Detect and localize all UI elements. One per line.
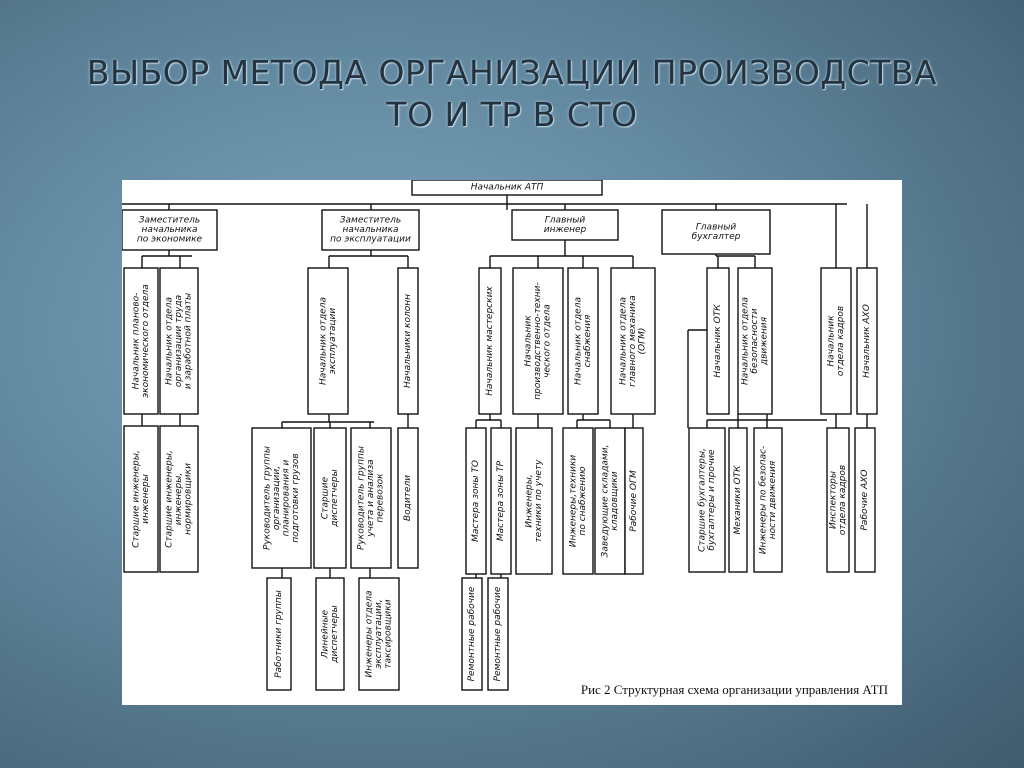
org-node-label: Старшие бухгалтеры,: [697, 448, 708, 552]
figure-caption: Рис 2 Структурная схема организации управления АТП: [580, 682, 888, 697]
org-node-root: [412, 180, 602, 195]
org-node-label: Начальник планово-: [131, 292, 142, 390]
org-node-label: инженер: [543, 224, 587, 235]
org-node-dep-econ: [122, 210, 217, 250]
org-node-label: Начальник отдела: [573, 297, 584, 385]
org-node-label: Инженеры,техники: [568, 454, 579, 548]
slide-title-line-2: ТО И ТР В СТО: [386, 95, 638, 134]
org-node-label: Руководитель группы: [356, 446, 367, 550]
org-node-label: Начальник отдела: [318, 297, 329, 385]
org-node-expl-dept: [308, 268, 348, 414]
org-node-label: диспетчеры: [329, 605, 340, 663]
org-node-label: подготовки грузов: [290, 453, 301, 543]
org-node-label: Начальник отдела: [618, 297, 629, 385]
org-node-label: таксировщики: [383, 599, 394, 669]
org-node-label: безопасности: [750, 308, 760, 374]
org-node-label: ности движения: [767, 460, 778, 540]
org-node-label: производственно-техни-: [533, 282, 543, 400]
org-node-label: техники по учету: [533, 459, 544, 543]
slide-title: [40, 52, 984, 136]
org-node-label: организации,: [271, 465, 282, 531]
org-node-label: Инженеры отдела: [364, 590, 375, 678]
org-node-label: Начальник мастерских: [485, 286, 495, 396]
org-node-label: Начальники колонн: [403, 293, 413, 389]
org-node-label: Водители: [403, 474, 413, 522]
org-node-norm-eng: [160, 426, 198, 572]
org-node-masters-to: [466, 428, 486, 574]
org-node-label: кладовщики: [609, 471, 620, 531]
org-node-label: Начальник ОТК: [713, 304, 723, 378]
org-node-line-disp: [316, 578, 344, 690]
org-node-eng-supply: [563, 428, 593, 574]
org-node-group-workers: [267, 578, 291, 690]
org-node-label: Старшие инженеры,: [164, 450, 175, 548]
org-node-expl-eng: [359, 578, 399, 690]
org-node-label: начальника: [342, 225, 399, 235]
org-node-senior-acc: [689, 428, 725, 572]
org-node-chief-eng: [512, 210, 618, 240]
org-node-label: Старшие: [320, 476, 331, 520]
org-node-label: бухгалтер: [691, 231, 741, 242]
org-node-label: Главный: [695, 222, 737, 233]
org-node-label: перевозок: [375, 473, 386, 523]
org-node-labor-dept: [160, 268, 198, 414]
org-node-label: нормировщики: [183, 463, 194, 535]
org-node-label: главного механика: [628, 295, 638, 387]
org-node-label: (ОГМ): [637, 327, 648, 355]
org-node-repair-to: [462, 578, 482, 690]
org-node-label: Начальник АТП: [470, 182, 544, 193]
org-chart: [122, 180, 902, 705]
org-node-label: Руководитель группы: [262, 446, 273, 550]
org-node-plan-dept: [124, 268, 158, 414]
org-node-label: Заведующие складами,: [600, 444, 611, 558]
org-node-workshops: [479, 268, 501, 414]
org-node-label: и заработной платы: [183, 292, 194, 390]
org-node-safety: [738, 268, 772, 414]
org-node-label: Главный: [544, 215, 586, 226]
org-node-storekeepers: [595, 428, 625, 574]
org-node-label: организации труда: [174, 294, 184, 388]
org-node-aho-workers: [855, 428, 875, 572]
org-node-safety-eng: [754, 428, 782, 572]
org-node-label: эксплуатации: [327, 307, 338, 375]
org-node-label: Начальник: [826, 315, 837, 367]
org-node-label: Линейные: [320, 609, 331, 659]
org-node-label: отдела кадров: [835, 305, 846, 377]
org-node-label: учета и анализа: [366, 459, 376, 537]
org-node-drivers: [398, 428, 418, 568]
org-node-label: Мастера зоны ТО: [471, 460, 481, 542]
org-node-label: ческого отдела: [542, 304, 553, 378]
org-node-dep-expl: [322, 210, 419, 250]
org-node-aho: [857, 268, 877, 414]
org-node-label: инженеры: [140, 474, 151, 524]
org-node-label: Заместитель: [339, 215, 402, 226]
org-node-senior-disp: [314, 428, 346, 568]
org-node-label: по снабжению: [577, 466, 588, 536]
org-node-label: Инженеры по безопас-: [758, 445, 769, 555]
org-node-grp-heads-plan: [252, 428, 311, 568]
org-node-senior-eng: [124, 426, 158, 572]
org-node-label: Начальник отдела: [740, 297, 751, 385]
org-node-label: по экономике: [136, 234, 203, 245]
org-node-label: Инспекторы: [828, 471, 839, 529]
org-node-ogm: [611, 268, 655, 414]
org-node-label: экономического отдела: [140, 284, 151, 398]
org-node-label: Мастера зоны ТР: [496, 460, 506, 542]
org-node-label: Ремонтные рабочие: [493, 586, 503, 682]
org-node-label: Начальник: [523, 315, 534, 367]
org-node-chief-acc: [662, 210, 770, 254]
org-node-supply: [568, 268, 598, 414]
org-node-label: движения: [759, 316, 770, 366]
org-node-label: Работники группы: [274, 590, 284, 678]
org-node-repair-tr: [488, 578, 508, 690]
org-node-label: Рабочие ОГМ: [629, 470, 639, 532]
org-node-columns: [398, 268, 418, 414]
org-node-label: планирования и: [281, 459, 292, 537]
org-node-label: бухгалтеры и прочие: [706, 449, 717, 551]
org-node-label: снабжения: [582, 314, 593, 368]
org-node-label: эксплуатации,: [374, 599, 384, 669]
org-node-eng-accounting: [516, 428, 552, 574]
org-node-label: отдела кадров: [837, 464, 848, 536]
org-node-label: по эксплуатации: [330, 234, 411, 245]
org-node-label: Начальник АХО: [862, 304, 872, 378]
org-node-label: диспетчеры: [329, 469, 340, 527]
org-node-otk-mechanics: [729, 428, 747, 572]
org-node-label: Старшие инженеры,: [131, 450, 142, 548]
org-node-otk: [707, 268, 729, 414]
org-node-grp-heads-acc: [351, 428, 391, 568]
org-node-hr-inspectors: [827, 428, 849, 572]
org-node-label: Механики ОТК: [733, 465, 743, 535]
org-node-ogm-workers: [625, 428, 643, 574]
org-node-label: Инженеры,: [524, 474, 535, 528]
slide-title-line-1: ВЫБОР МЕТОДА ОРГАНИЗАЦИИ ПРОИЗВОДСТВА: [86, 53, 938, 92]
org-node-label: инженеры,: [174, 472, 184, 526]
org-node-label: Заместитель: [138, 215, 201, 226]
org-node-label: Рабочие АХО: [860, 469, 870, 531]
org-node-hr: [821, 268, 851, 414]
org-node-ptd: [513, 268, 563, 414]
org-node-label: Начальник отдела: [164, 297, 175, 385]
org-node-label: начальника: [141, 225, 198, 235]
org-chart-figure: [122, 180, 902, 705]
org-node-label: Ремонтные рабочие: [467, 586, 477, 682]
org-node-masters-tr: [491, 428, 511, 574]
